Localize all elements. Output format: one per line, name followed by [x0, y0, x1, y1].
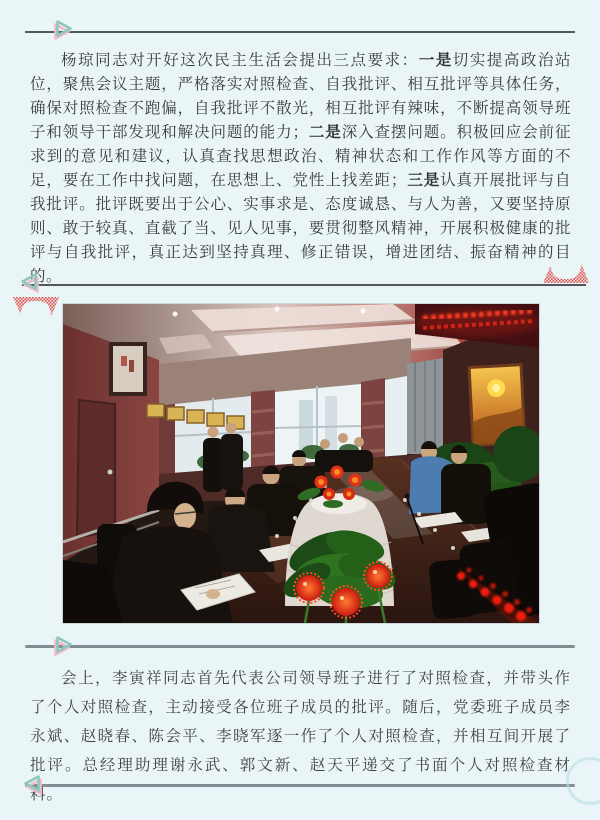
play-left-icon — [23, 774, 45, 796]
play-left-icon — [20, 272, 42, 294]
meeting-photo — [62, 303, 540, 624]
para1-seg1: 杨琼同志对开好这次民主生活会提出三点要求： — [61, 52, 419, 69]
lace-bunting-icon — [543, 264, 589, 283]
para1-seg4: 认真开展批评与自我批评。批评既要出于公心、实事求是、态度诚恳、与人为善，又要坚持原则、敢于较真、直截了当、见人见事，要贯彻整风精神，开展积极健康的批评与自我批评，真正达到坚持真理、修正错误，增进团结、振奋精神的目的。 — [30, 172, 571, 285]
play-right-icon — [51, 19, 73, 41]
meeting-room-scene — [63, 304, 539, 623]
para1-bold-2: 二是 — [308, 124, 342, 141]
divider-line — [22, 284, 586, 286]
para1-bold-1: 一是 — [418, 52, 453, 69]
divider-line — [25, 784, 575, 787]
para1-seg2: 切实提高政治站位，聚焦会议主题，严格落实对照检查、自我批评、相互批评等具体任务，确保对照检查不跑偏，自我批评不散光，相互批评有辣味，不断提高领导班子和领导干部发现和解决问题的能力； — [30, 52, 571, 141]
paragraph-meeting-report — [30, 664, 571, 809]
para1-bold-3: 三是 — [406, 172, 441, 189]
lace-bunting-icon — [13, 297, 59, 316]
para2-text: 会上，李寅祥同志首先代表公司领导班子进行了对照检查，并带头作了个人对照检查，主动接受各位班子成员的批评。随后，党委班子成员李永斌、赵晓春、陈会平、李晓军逐一作了个人对照检查，并相互间开展了批评。总经理助理谢永武、郭文新、赵天平递交了书面个人对照检查材料。 — [30, 670, 571, 803]
faint-circle-decoration — [566, 757, 600, 805]
para1-seg3: 深入查摆问题。积极回应会前征求到的意见和建议，认真查找思想政治、精神状态和工作作风等方面的不足，要在工作中找问题，在思想上、党性上找差距； — [30, 124, 571, 189]
divider-line — [25, 31, 575, 33]
play-right-icon — [51, 635, 73, 657]
divider-line — [25, 645, 575, 648]
paragraph-requirements — [30, 49, 571, 289]
